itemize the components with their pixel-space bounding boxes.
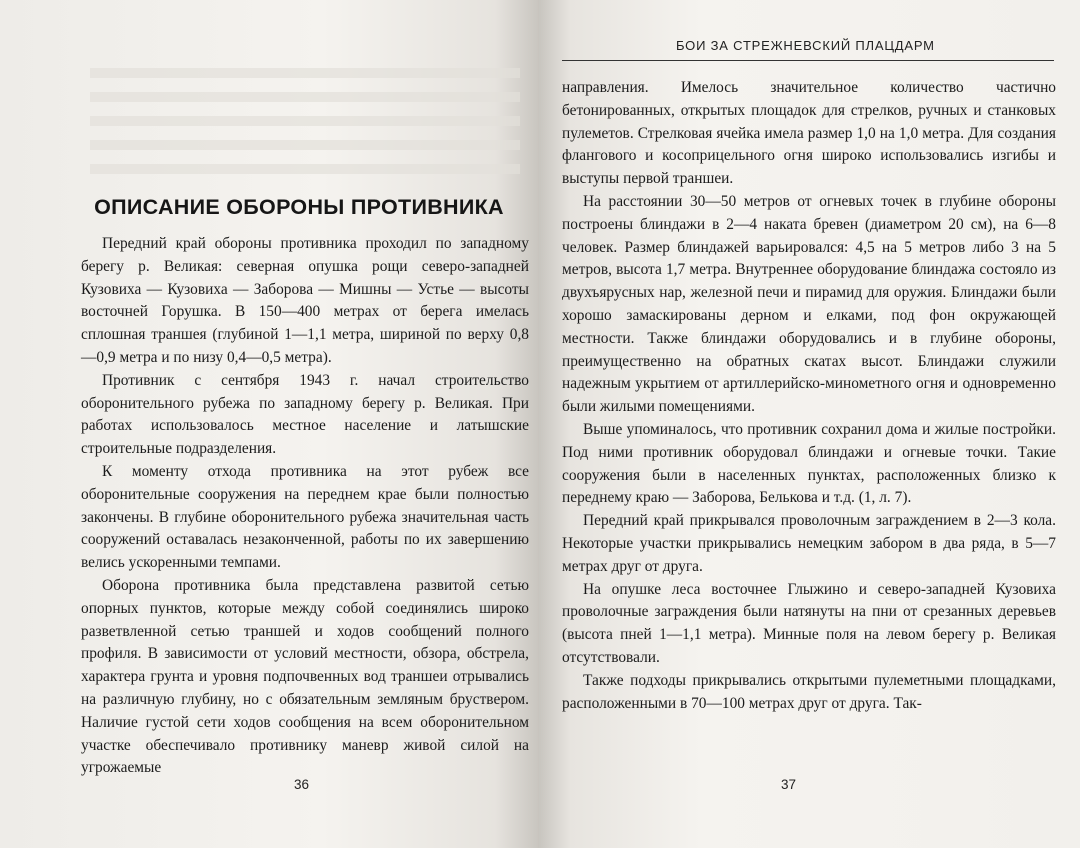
paragraph: Противник с сентября 1943 г. начал строительство оборонительного рубежа по западному берегу р. Великая. При работах использовалось местное население и латышские строительные подразделения. — [81, 371, 529, 458]
running-head: БОИ ЗА СТРЕЖНЕВСКИЙ ПЛАЦДАРМ — [676, 38, 935, 53]
page-number: 36 — [294, 777, 310, 792]
left-page — [0, 0, 538, 848]
header-rule — [562, 60, 1054, 61]
page-number: 37 — [781, 777, 797, 792]
paragraph: На расстоянии 30—50 метров от огневых точек в глубине обороны построены блиндажи в 2—4 наката бревен (диаметром 20 см), на 6—8 человек. Размер блиндажей варьировался: 4,5 на 5 метров либо 3 на 5 метров, высота 1,7 метра. Внутреннее оборудование блиндажа состояло из двухъярусных нар, железной печи и пирамид для оружия. Блиндажи были хорошо замаскированы дерном и елками, под фон окружающей местности. Также блиндажи оборудовались и в глубине обороны, преимущественно на обратных скатах высот. Блиндажи служили надежным укрытием от артиллерийско-минометного огня и одновременно были жилыми помещениями. — [562, 192, 1056, 416]
paragraph: Выше упоминалось, что противник сохранил дома и жилые постройки. Под ними противник оборудовал блиндажи и огневые точки. Такие сооружения были в населенных пунктах, расположенных близко к переднему краю — Заборова, Белькова и т.д. (1, л. 7). — [562, 420, 1056, 507]
bleed-through — [90, 68, 520, 188]
right-page — [538, 0, 1080, 848]
paragraph: Передний край прикрывался проволочным заграждением в 2—3 кола. Некоторые участки прикрывались немецким забором в два ряда, в 5—7 метрах друг от друга. — [562, 512, 1056, 575]
paragraph-continuation: направления. Имелось значительное количество частично бетонированных, открытых площадок для стрелков, ручных и станковых пулеметов. Стрелковая ячейка имела размер 1,0 на 1,0 метра. Для создания флангового и косоприцельного огня широко использовались изгибы и выступы первой траншеи. — [562, 79, 1056, 188]
right-text-block — [562, 77, 1056, 715]
paragraph: Передний край обороны противника проходил по западному берегу р. Великая: северная опушка рощи северо-западней Кузовиха — Кузовиха — Заборова — Мишны — Устье — высоты восточней Горушка. В 150—400 метрах от берега имелась сплошная траншея (глубиной 1—1,1 метра, шириной по верху 0,8—0,9 метра и по низу 0,4—0,5 метра). — [81, 235, 529, 366]
paragraph: На опушке леса восточнее Глыжино и северо-западней Кузовиха проволочные заграждения были натянуты на пни от срезанных деревьев (высота пней 1—1,1 метра). Минные поля на левом берегу р. Великая отсутствовали. — [562, 580, 1056, 666]
paragraph: Оборона противника была представлена развитой сетью опорных пунктов, которые между собой соединялись широко разветвленной сетью траншей и ходов сообщений полного профиля. В зависимости от условий местности, обзора, обстрела, характера грунта и уровня подпочвенных вод траншеи отрывались на различную глубину, но с обязательным земляным бруствером. Наличие густой сети ходов сообщения на всем оборонительном участке обеспечивало противнику маневр живой силой на угрожаемые — [81, 576, 529, 777]
paragraph: Также подходы прикрывались открытыми пулеметными площадками, расположенными в 70—100 метрах друг от друга. Так- — [562, 671, 1056, 712]
left-text-block — [81, 233, 529, 780]
paragraph: К моменту отхода противника на этот рубеж все оборонительные сооружения на переднем крае были полностью закончены. В глубине оборонительного рубежа значительная часть сооружений оставалась незаконченной, работы по их завершению велись ускоренными темпами. — [81, 462, 529, 572]
section-title: ОПИСАНИЕ ОБОРОНЫ ПРОТИВНИКА — [94, 195, 504, 219]
